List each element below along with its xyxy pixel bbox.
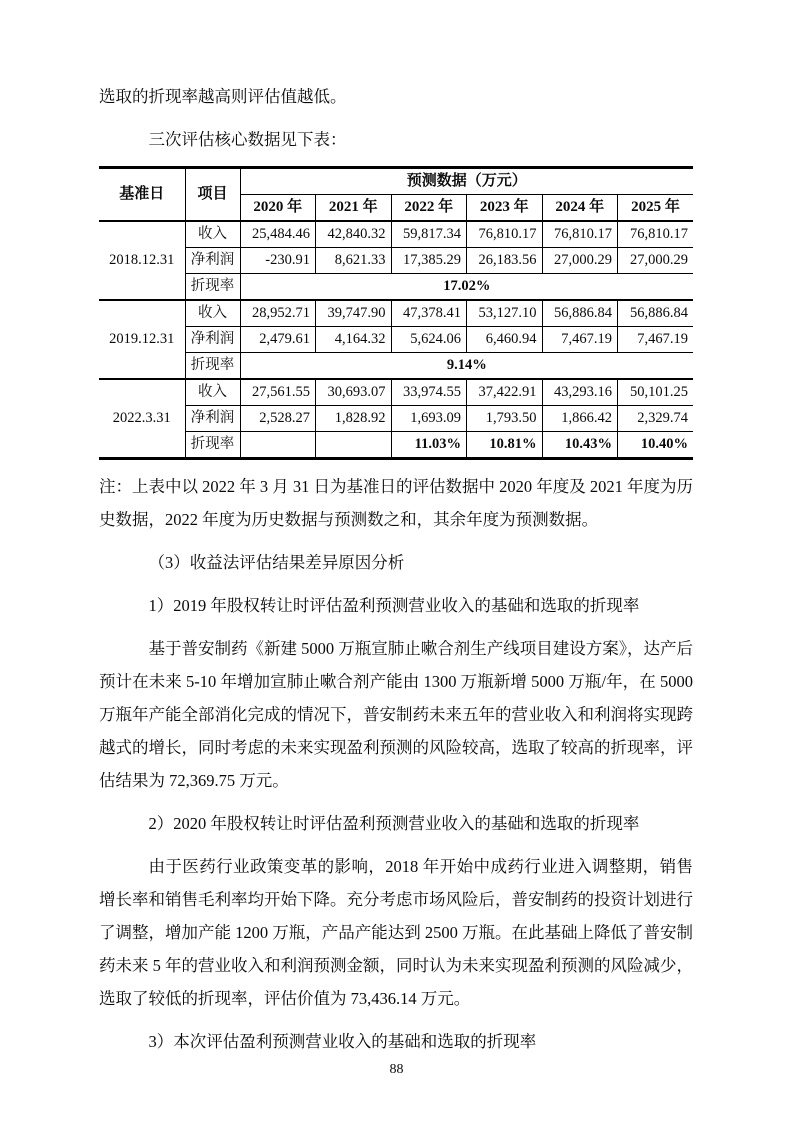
value-cell: 43,293.16 [542,379,618,406]
row-label: 净利润 [185,327,240,353]
page-number: 88 [389,1062,404,1077]
value-cell: 26,183.56 [467,248,543,274]
paragraph-table-lead: 三次评估核心数据见下表： [148,130,347,149]
value-cell: 5,624.06 [391,327,467,353]
value-cell: 76,810.17 [542,221,618,248]
table-header-year-2020: 2020 年 [240,195,316,222]
discount-rate-cell: 9.14% [240,353,693,380]
value-cell: 2,479.61 [240,327,316,353]
row-label: 折现率 [185,432,240,459]
row-label: 净利润 [185,248,240,274]
row-label: 收入 [185,379,240,406]
table-header-year-2023: 2023 年 [467,195,543,222]
value-cell: 30,693.07 [316,379,392,406]
table-row [99,406,693,432]
value-cell: 1,793.50 [467,406,543,432]
discount-rate-cell: 10.81% [467,432,543,459]
row-label: 折现率 [185,353,240,380]
value-cell: 76,810.17 [467,221,543,248]
value-cell: 59,817.34 [391,221,467,248]
value-cell: 33,974.55 [391,379,467,406]
item-2-body: 由于医药行业政策变革的影响，2018 年开始中成药行业进入调整期，销售增长率和销售毛利率均开始下降。充分考虑市场风险后，普安制药的投资计划进行了调整，增加产能 1200 万瓶，产品产能达到 2500 万瓶。在此基础上降低了普安制药未来 5 年的营业收入和利润预测金额，同时认为未来实现盈利预测的风险减少，选取了较低的折现率，评估价值为 73,436.14 万元。 [99,857,693,1008]
base-date-cell: 2019.12.31 [99,300,185,379]
discount-rate-cell [316,432,392,459]
value-cell: 4,164.32 [316,327,392,353]
item-1-heading: 1）2019 年股权转让时评估盈利预测营业收入的基础和选取的折现率 [148,596,640,615]
value-cell: 17,385.29 [391,248,467,274]
table-row [99,274,693,301]
table-row [99,248,693,274]
value-cell: 27,561.55 [240,379,316,406]
row-label: 收入 [185,300,240,327]
value-cell: 56,886.84 [618,300,694,327]
value-cell: 50,101.25 [618,379,694,406]
value-cell: 7,467.19 [618,327,694,353]
value-cell: 1,866.42 [542,406,618,432]
value-cell: 42,840.32 [316,221,392,248]
value-cell: 39,747.90 [316,300,392,327]
base-date-cell: 2018.12.31 [99,221,185,300]
value-cell: 2,329.74 [618,406,694,432]
table-row [99,432,693,459]
discount-rate-cell: 10.40% [618,432,694,459]
value-cell: 53,127.10 [467,300,543,327]
value-cell: 1,693.09 [391,406,467,432]
value-cell: 25,484.46 [240,221,316,248]
paragraph-intro: 选取的折现率越高则评估值越低。 [99,87,347,106]
table-row [99,353,693,380]
item-3-heading: 3）本次评估盈利预测营业收入的基础和选取的折现率 [148,1032,537,1051]
item-2-heading: 2）2020 年股权转让时评估盈利预测营业收入的基础和选取的折现率 [148,814,640,833]
value-cell: 1,828.92 [316,406,392,432]
value-cell: 37,422.91 [467,379,543,406]
table-header-year-2022: 2022 年 [391,195,467,222]
value-cell: 56,886.84 [542,300,618,327]
table-row [99,379,693,406]
valuation-core-data-table [99,166,693,460]
value-cell: 8,621.33 [316,248,392,274]
table-row [99,221,693,248]
discount-rate-cell: 17.02% [240,274,693,301]
value-cell: 7,467.19 [542,327,618,353]
value-cell: 27,000.29 [618,248,694,274]
item-1-body: 基于普安制药《新建 5000 万瓶宣肺止嗽合剂生产线项目建设方案》，达产后预计在未来 5-10 年增加宣肺止嗽合剂产能由 1300 万瓶新增 5000 万瓶/年，在 5000 万瓶年产能全部消化完成的情况下，普安制药未来五年的营业收入和利润将实现跨越式的增长，同时考虑的未来实现盈利预测的风险较高，选取了较高的折现率，评估结果为 72,369.75 万元。 [99,639,693,790]
table-row [99,327,693,353]
table-header-item: 项目 [185,168,240,222]
discount-rate-cell: 10.43% [542,432,618,459]
row-label: 折现率 [185,274,240,301]
table-row [99,300,693,327]
value-cell: 47,378.41 [391,300,467,327]
value-cell: 76,810.17 [618,221,694,248]
table-header-year-2025: 2025 年 [618,195,694,222]
table-header-forecast-group: 预测数据（万元） [240,168,693,195]
discount-rate-cell: 11.03% [391,432,467,459]
section-heading: （3）收益法评估结果差异原因分析 [148,553,405,572]
value-cell: 2,528.27 [240,406,316,432]
value-cell: 6,460.94 [467,327,543,353]
row-label: 收入 [185,221,240,248]
table-header-year-2024: 2024 年 [542,195,618,222]
value-cell: -230.91 [240,248,316,274]
table-note: 注：上表中以 2022 年 3 月 31 日为基准日的评估数据中 2020 年度及 2021 年度为历史数据，2022 年度为历史数据与预测数之和，其余年度为预测数据。 [99,477,693,529]
table-header-year-2021: 2021 年 [316,195,392,222]
value-cell: 27,000.29 [542,248,618,274]
base-date-cell: 2022.3.31 [99,379,185,459]
row-label: 净利润 [185,406,240,432]
value-cell: 28,952.71 [240,300,316,327]
table-header-base-date: 基准日 [99,168,185,222]
discount-rate-cell [240,432,316,459]
